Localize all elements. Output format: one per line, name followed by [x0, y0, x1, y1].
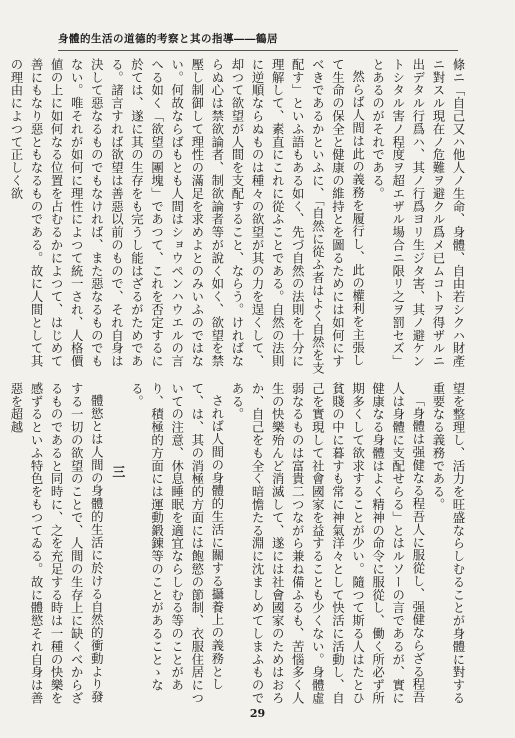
lower-text-block	[8, 382, 468, 708]
section-number: 三	[109, 465, 125, 480]
paragraph-law-quote: 條ニ「自己又ハ他人ノ生命、身體、自由若シクハ財產ニ對スル現在ノ危難ヲ避クル爲メ已ムコトヲ得ザルニ出デタル行爲ハ、其ノ行爲ヨリ生ジタ害、其ノ避ケントシタル害ノ程度ヲ超エザル場合ニ限リ之ヲ罰セズ」とあるのがそれである。	[370, 58, 466, 368]
header-title: 身體的生活の道德的考察と其の指導――鶴居	[58, 32, 278, 45]
paragraph-duties: されば人間の身體的生活に關する攝養上の義務として、は、其の消極的方面には飽慾の節制、衣服住居についての注意、休息睡眠を適宜ならしむる等のことがあり、積極的方面には運動鍛錬等のことがあることゝなる。	[129, 382, 225, 705]
page-body	[8, 58, 468, 708]
page-number: 29	[249, 707, 266, 720]
paragraph-continuation: 望を整理し、活力を旺盛ならしむることが身體に對する重要なる義務である。	[430, 382, 466, 705]
upper-text-block	[8, 58, 468, 376]
running-header	[58, 30, 458, 46]
header-divider	[58, 50, 458, 51]
paragraph-physical-desire: 體慾とは人間の身體的生活に於ける自然的衝動より發する一切の欲望のことで、人間の生存上に缺くべからざるものであると同時に、之を充足する時は一種の快樂を感ずるといふ特色をもつてゐる。故に體慾それ自身は善惡を超越	[8, 382, 105, 705]
paragraph-nature: 然らば人間は此の義務を履行し、此の權利を主張して生命の保全と健康の維持とを圖るためには如何にすべきであるかといふに、「自然に從ふ者はよく自然を支配す」といふ語もある如く、先づ自然の法則を十分に理解して、素直にこれに從ふことである。自然の法則に逆順ならぬものは種々の欲望が其の力を逞くして、却つて欲望が人間を支配すること、ならう。ければならぬ心は禁欲論者、制欲論者等が說く如く、欲望を禁壓し制御して理性の滿足を求めよとのみいふのではない。何故ならばもとも人間はショウペンハウエルの言へる如く「欲望の團塊」であつて、これを否定するに於ては、遂に其の生存をも完うし能はざるがためである。諸言すれば欲望は善惡以前のもので、それ自身は決して惡なるものでもなければ、また惡なるものでもない。唯それが如何に理性によつて統一され、人格價値の上に如何なる位置を占むるかによつて、はじめて善にもなり惡ともなるものである。故に人間として其の理由によつて正しく欲	[8, 58, 366, 375]
paragraph-rousseau: 「身體は强健なる程吾人に服從し、强健ならざる程吾人は身體に支配せらる」とはルソーの言であるが、實に健康なる身體はよく精神の命令に服從し、働く所必ず所期多くして欲求することが少い。隨つて斯る人はたとひ貧賤の中に暮すも常に神氣洋々として快活に活動し、自己を實現して社會國家を益することも少くない。身體虛弱なるものは富貴二つながら兼ね備ふるも、苦惱多く人生の快樂殆んど消滅して、遂には社會國家のためはおろか、自己をも全く暗憺たる淵に沈ましめてしまふものである。	[229, 382, 426, 705]
